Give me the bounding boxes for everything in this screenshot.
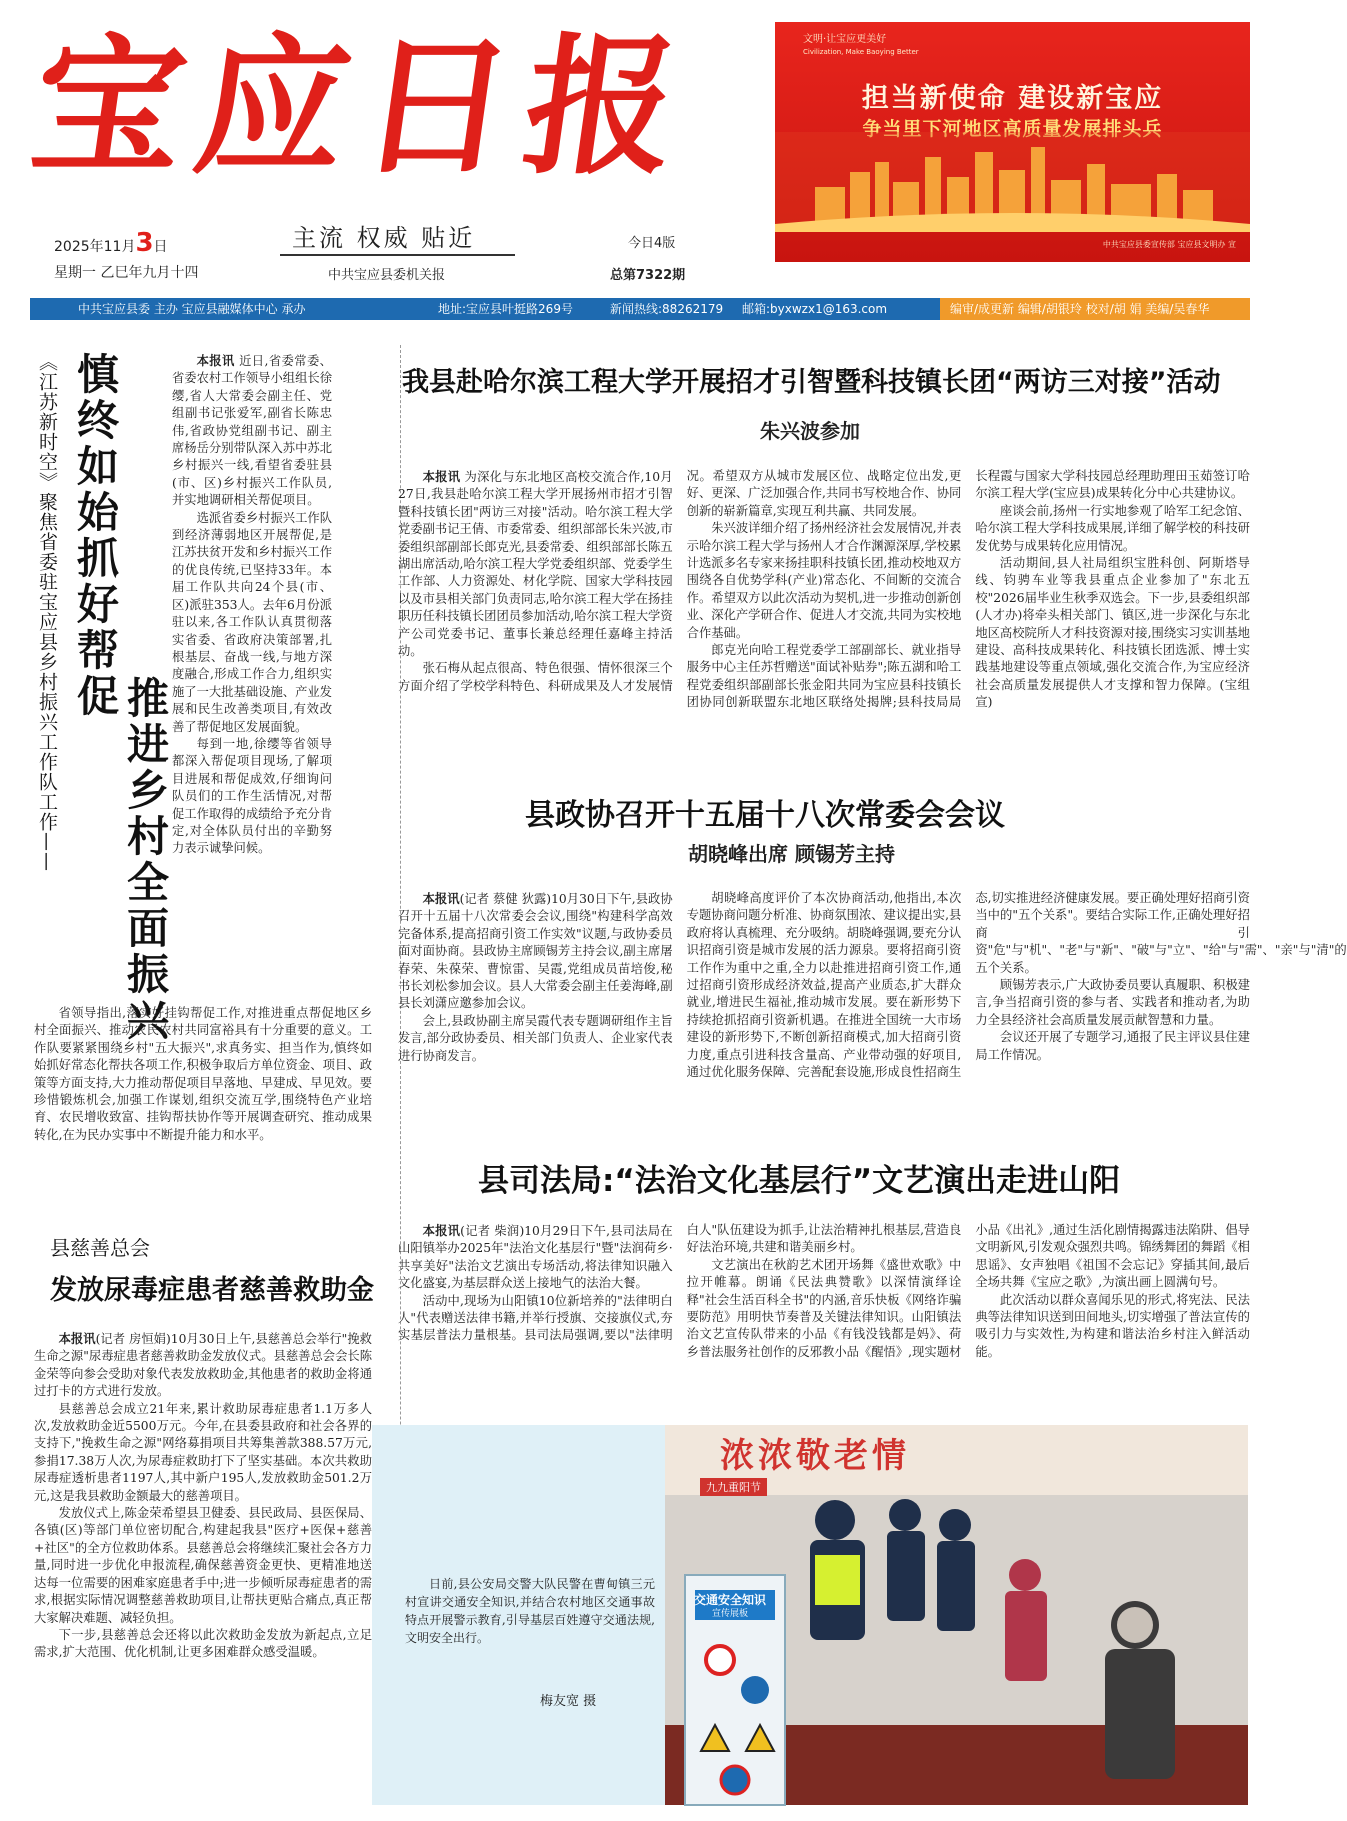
- info-bar: [30, 298, 1250, 320]
- charity-headline: 发放尿毒症患者慈善救助金: [50, 1275, 374, 1306]
- lead-body-bottom: 省领导指出,落实好挂钩帮促工作,对推进重点帮促地区乡村全面振兴、推动农民农村共同富裕具有十分重要的意义。工作队要紧紧围绕乡村"五大振兴",求真务实、担当作为,慎终如始抓好常态化帮扶各项工作,积极争取后方单位资金、项目、政策等方面支持,大力推动帮促项目早落地、早建成、早见效。要珍惜锻炼机会,加强工作谋划,组织交流互学,围绕特色产业培育、农民增收致富、挂钩帮扶协作等开展调查研究、推动成果转化,在为民办实事中不断提升能力和水平。: [34, 1006, 372, 1142]
- article-2-body: 本报讯(记者 蔡健 狄露)10月30日下午,县政协召开十五届十八次常委会会议,围绕"构建科学高效完备体系,提高招商引资工作实效"议题,与政协委员面对面协商。县政协主席顾锡芳主持会议,副主席屠春荣、朱葆荣、曹惊雷、吴霞,党组成员苗培俊,秘书长刘松参加会议。县人大常委会副主任姜海峰,副县长刘潇应邀参加会议。 会上,县政协副主席吴霞代表专题调研组作主旨发言,部分政协委员、相关部门负责人、企业家代表进行协商发言。 胡晓峰高度评价了本次协商活动,他指出,本次专题协商问题分析准、协商氛围浓、建议提出实,县政府将认真梳理、充分吸纳。胡晓峰强调,要充分认识招商引资是城市发展的活力源泉。要将招商引资工作作为重中之重,全力以赴推进招商引资工作,通过招商引资形成经济效益,提高产业质态,扩大群众就业,增进民生福祉,推动城市发展。要在新形势下持续抢抓招商引资新机遇。在推进全国统一大市场建设的新形势下,不断创新招商模式,加大招商引资力度,重点引进科技含量高、产业带动强的好项目,通过优化服务保障、完善配套设施,形成良性招商生态,切实推进经济健康发展。要正确处理好招商引资当中的"五个关系"。要结合实际工作,正确处理好招商引资"危"与"机"、"老"与"新"、"破"与"立"、"给"与"需"、"亲"与"清"的五个关系。 顾锡芳表示,广大政协委员要认真履职、积极建言,争当招商引资的参与者、实践者和推动者,为助力全县经济社会高质量发展贡献智慧和力量。 会议还开展了专题学习,通报了民主评议县住建局工作情况。: [398, 891, 1347, 1080]
- ad-line-2: 争当里下河地区高质量发展排头兵: [862, 118, 1163, 140]
- ad-footer: 中共宝应县委宣传部 宝应县文明办 宣: [1102, 240, 1236, 249]
- infobar-editors: 编审/成更新 编辑/胡银玲 校对/胡 娟 美编/吴春华: [950, 302, 1210, 316]
- article-1-subhead: 朱兴波参加: [760, 419, 860, 443]
- photo-banner: 浓浓敬老情: [720, 1436, 910, 1476]
- infobar-hotline: 新闻热线:88262179: [610, 302, 724, 316]
- slogan-rule: [280, 254, 515, 256]
- lead-headline-a: 慎终如始抓好帮促: [71, 352, 120, 720]
- lead-body-top: 本报讯 近日,省委常委、省委农村工作领导小组组长徐缨,省人大常委会副主任、党组副书记张爱军,副省长陈忠伟,省政协党组副书记、副主席杨岳分别带队深入苏中苏北乡村振兴一线,看望省委驻县(市、区)乡村振兴工作队员,并实地调研相关帮促项目。 选派省委乡村振兴工作队到经济薄弱地区开展帮促,是江苏扶贫开发和乡村振兴工作的优良传统,已坚持33年。本届工作队共向24个县(市、区)派驻353人。去年6月份派驻以来,各工作队认真贯彻落实省委、省政府决策部署,扎根基层、奋战一线,与地方深度融合,形成工作合力,组织实施了一大批基础设施、产业发展和民生改善类项目,有效改善了帮促地区发展面貌。 每到一地,徐缨等省领导都深入帮促项目现场,了解项目进展和帮促成效,仔细询问队员们的工作生活情况,对帮促工作取得的成绩给予充分肯定,对全体队员付出的辛勤努力表示诚挚问候。: [172, 353, 332, 856]
- city-skyline-illustration: [775, 132, 1250, 232]
- issue-number: 总第7322期: [610, 268, 686, 283]
- sponsor: 中共宝应县委机关报: [328, 268, 446, 283]
- ad-line-1: 担当新使命 建设新宝应: [861, 83, 1164, 114]
- infobar-email: 邮箱:byxwzx1@163.com: [742, 302, 888, 316]
- date-day: 3: [135, 228, 154, 258]
- page-count: 今日4版: [628, 236, 676, 251]
- article-2-headline: 县政协召开十五届十八次常委会会议: [525, 798, 1005, 833]
- photo-caption: 日前,县公安局交警大队民警在曹甸镇三元村宣讲交通安全知识,并结合农村地区交通事故特点开展警示教育,引导基层百姓遵守交通法规,文明安全出行。: [405, 1577, 655, 1645]
- lead-headline-b: 推进乡村全面振兴: [121, 676, 170, 1044]
- article-3-headline: 县司法局:“法治文化基层行”文艺演出走进山阳: [478, 1163, 1121, 1199]
- article-2-subhead: 胡晓峰出席 顾锡芳主持: [688, 842, 895, 866]
- photo-credit: 梅友宽 摄: [540, 1694, 597, 1709]
- board-title: 交通安全知识: [693, 1593, 766, 1607]
- board-subtitle: 宣传展板: [711, 1609, 748, 1619]
- slogan: 主流 权威 贴近: [292, 224, 476, 252]
- lead-subtitle: 《江苏新时空》聚焦省委驻宝应县乡村振兴工作队工作——: [36, 352, 58, 872]
- charity-body: 本报讯(记者 房恒娟)10月30日上午,县慈善总会举行"挽救生命之源"尿毒症患者慈善救助金发放仪式。县慈善总会会长陈金荣等向参会受助对象代表发放救助金,其他患者的救助金将通过打卡的方式进行发放。 县慈善总会成立21年来,累计救助尿毒症患者1.1万多人次,发放救助金近5500万元。今年,在县委县政府和社会各界的支持下,"挽救生命之源"网络募捐项目共筹集善款388.57万元,参捐17.38万人次,为尿毒症救助打下了坚实基础。本次共救助尿毒症透析患者1197人,其中新户195人,发放救助金501.2万元,这是我县救助金额最大的慈善项目。 发放仪式上,陈金荣希望县卫健委、县民政局、县医保局、各镇(区)等部门单位密切配合,构建起我县"医疗+医保+慈善+社区"的全方位救助体系。县慈善总会将继续汇聚社会各方力量,同时进一步优化申报流程,确保慈善资金更快、更精准地送达每一位需要的困难家庭患者手中;进一步倾听尿毒症患者的需求,根据实际情况调整慈善救助项目,让帮扶更贴合痛点,真正帮大家解决难题、减轻负担。 下一步,县慈善总会还将以此次救助金发放为新起点,立足需求,扩大范围、优化机制,让更多困难群众感受温暖。: [34, 1331, 372, 1660]
- charity-kicker: 县慈善总会: [50, 1236, 150, 1260]
- article-3-body: 本报讯(记者 柴润)10月29日下午,县司法局在山阳镇举办2025年"法治文化基层行"暨"法润荷乡·共享美好"法治文艺演出专场活动,将法律知识融入文化盛宴,为基层群众送上接地气的法治大餐。 活动中,现场为山阳镇10位新培养的"法律明白人"代表赠送法律书籍,并举行授旗、交接旗仪式,夯实基层普法力量根基。县司法局强调,要以"法律明白人"队伍建设为抓手,让法治精神扎根基层,营造良好法治环境,共建和谐美丽乡村。 文艺演出在秋韵艺术团开场舞《盛世欢歌》中拉开帷幕。朗诵《民法典赞歌》以深情演绎诠释"社会生活百科全书"的内涵,音乐快板《网络诈骗要防范》用明快节奏普及关键法律知识。山阳镇法治文艺宣传队带来的小品《有钱没钱都是妈》、荷乡普法服务社创作的反邪教小品《醒悟》,现实题材小品《出礼》,通过生活化剧情揭露违法陷阱、倡导文明新风,引发观众强烈共鸣。锦绣舞团的舞蹈《相思谣》、女声独唱《祖国不会忘记》穿插其间,最后全场共舞《宝应之歌》,为演出画上圆满句号。 此次活动以群众喜闻乐见的形式,将宪法、民法典等法律知识送到田间地头,切实增强了普法宣传的吸引力与实效性,为构建和谐法治乡村注入鲜活动能。: [398, 1223, 1250, 1359]
- ad-brand: 文明·让宝应更美好 Civilization, Make Baoying Better: [803, 34, 919, 56]
- ad-banner: [775, 22, 1250, 262]
- article-1-headline: 我县赴哈尔滨工程大学开展招才引智暨科技镇长团“两访三对接”活动: [402, 367, 1221, 398]
- masthead-title: 宝应日报: [21, 19, 703, 195]
- article-1-body: 本报讯 为深化与东北地区高校交流合作,10月27日,我县赴哈尔滨工程大学开展扬州市招才引智暨科技镇长团"两访三对接"活动。哈尔滨工程大学党委副书记王倩、市委常委、组织部部长朱兴波,市委组织部副部长郎克光,县委常委、组织部部长陈五湖出席活动,哈尔滨工程大学党委组织部、党委学生工作部、人力资源处、材化学院、国家大学科技园以及市县相关部门负责同志,哈尔滨工程大学在扬挂职历任科技镇长团团员参加活动,哈尔滨工程大学资产公司党委书记、董事长兼总经理任嘉峰主持活动。 张石梅从起点很高、特色很强、情怀很深三个方面介绍了学校学科特色、科研成果及人才发展情况。希望双方从城市发展区位、战略定位出发,更好、更深、广泛加强合作,共同书写校地合作、协同创新的崭新篇章,实现互利共赢、共同发展。 朱兴波详细介绍了扬州经济社会发展情况,并表示哈尔滨工程大学与扬州人才合作渊源深厚,学校累计选派多名专家来扬挂职科技镇长团,推动校地双方围绕各自优势学科(产业)常态化、不间断的交流合作。希望双方以此次活动为契机,进一步推动创新创业、深化产学研合作、促进人才交流,共同为实校地合作基础。 郎克光向哈工程党委学工部副部长、就业指导服务中心主任苏哲赠送"面试补贴券";陈五湖和哈工程党委组织部副部长张金阳共同为宝应县科技镇长团协同创新联盟东北地区联络处揭牌;县科技局局长程霞与国家大学科技园总经理助理田玉茹签订哈尔滨工程大学(宝应县)成果转化分中心共建协议。 座谈会前,扬州一行实地参观了哈军工纪念馆、哈尔滨工程大学科技成果展,详细了解学校的科技研发优势与成果转化应用情况。 活动期间,县人社局组织宝胜科创、阿斯塔导线、钧骋车业等我县重点企业参加了"东北五校"2026届毕业生秋季双选会。下一步,县委组织部(人才办)将牵头相关部门、镇区,进一步深化与东北地区高校院所人才科技资源对接,围绕实习实训基地建设、高科技成果转化、科技镇长团选派、博士实践基地建设等重点领域,强化交流合作,为宝应经济社会高质量发展提供人才支撑和智力保障。(宝组宣): [398, 469, 1250, 710]
- infobar-host: 中共宝应县委 主办 宝应县融媒体中心 承办: [78, 302, 306, 316]
- infobar-address: 地址:宝应县叶挺路269号: [438, 302, 573, 316]
- date-line: 2025年11月3日: [54, 228, 168, 258]
- weekday-line: 星期一 乙巳年九月十四: [54, 265, 199, 281]
- photo-banner-tag: 九九重阳节: [700, 1478, 767, 1496]
